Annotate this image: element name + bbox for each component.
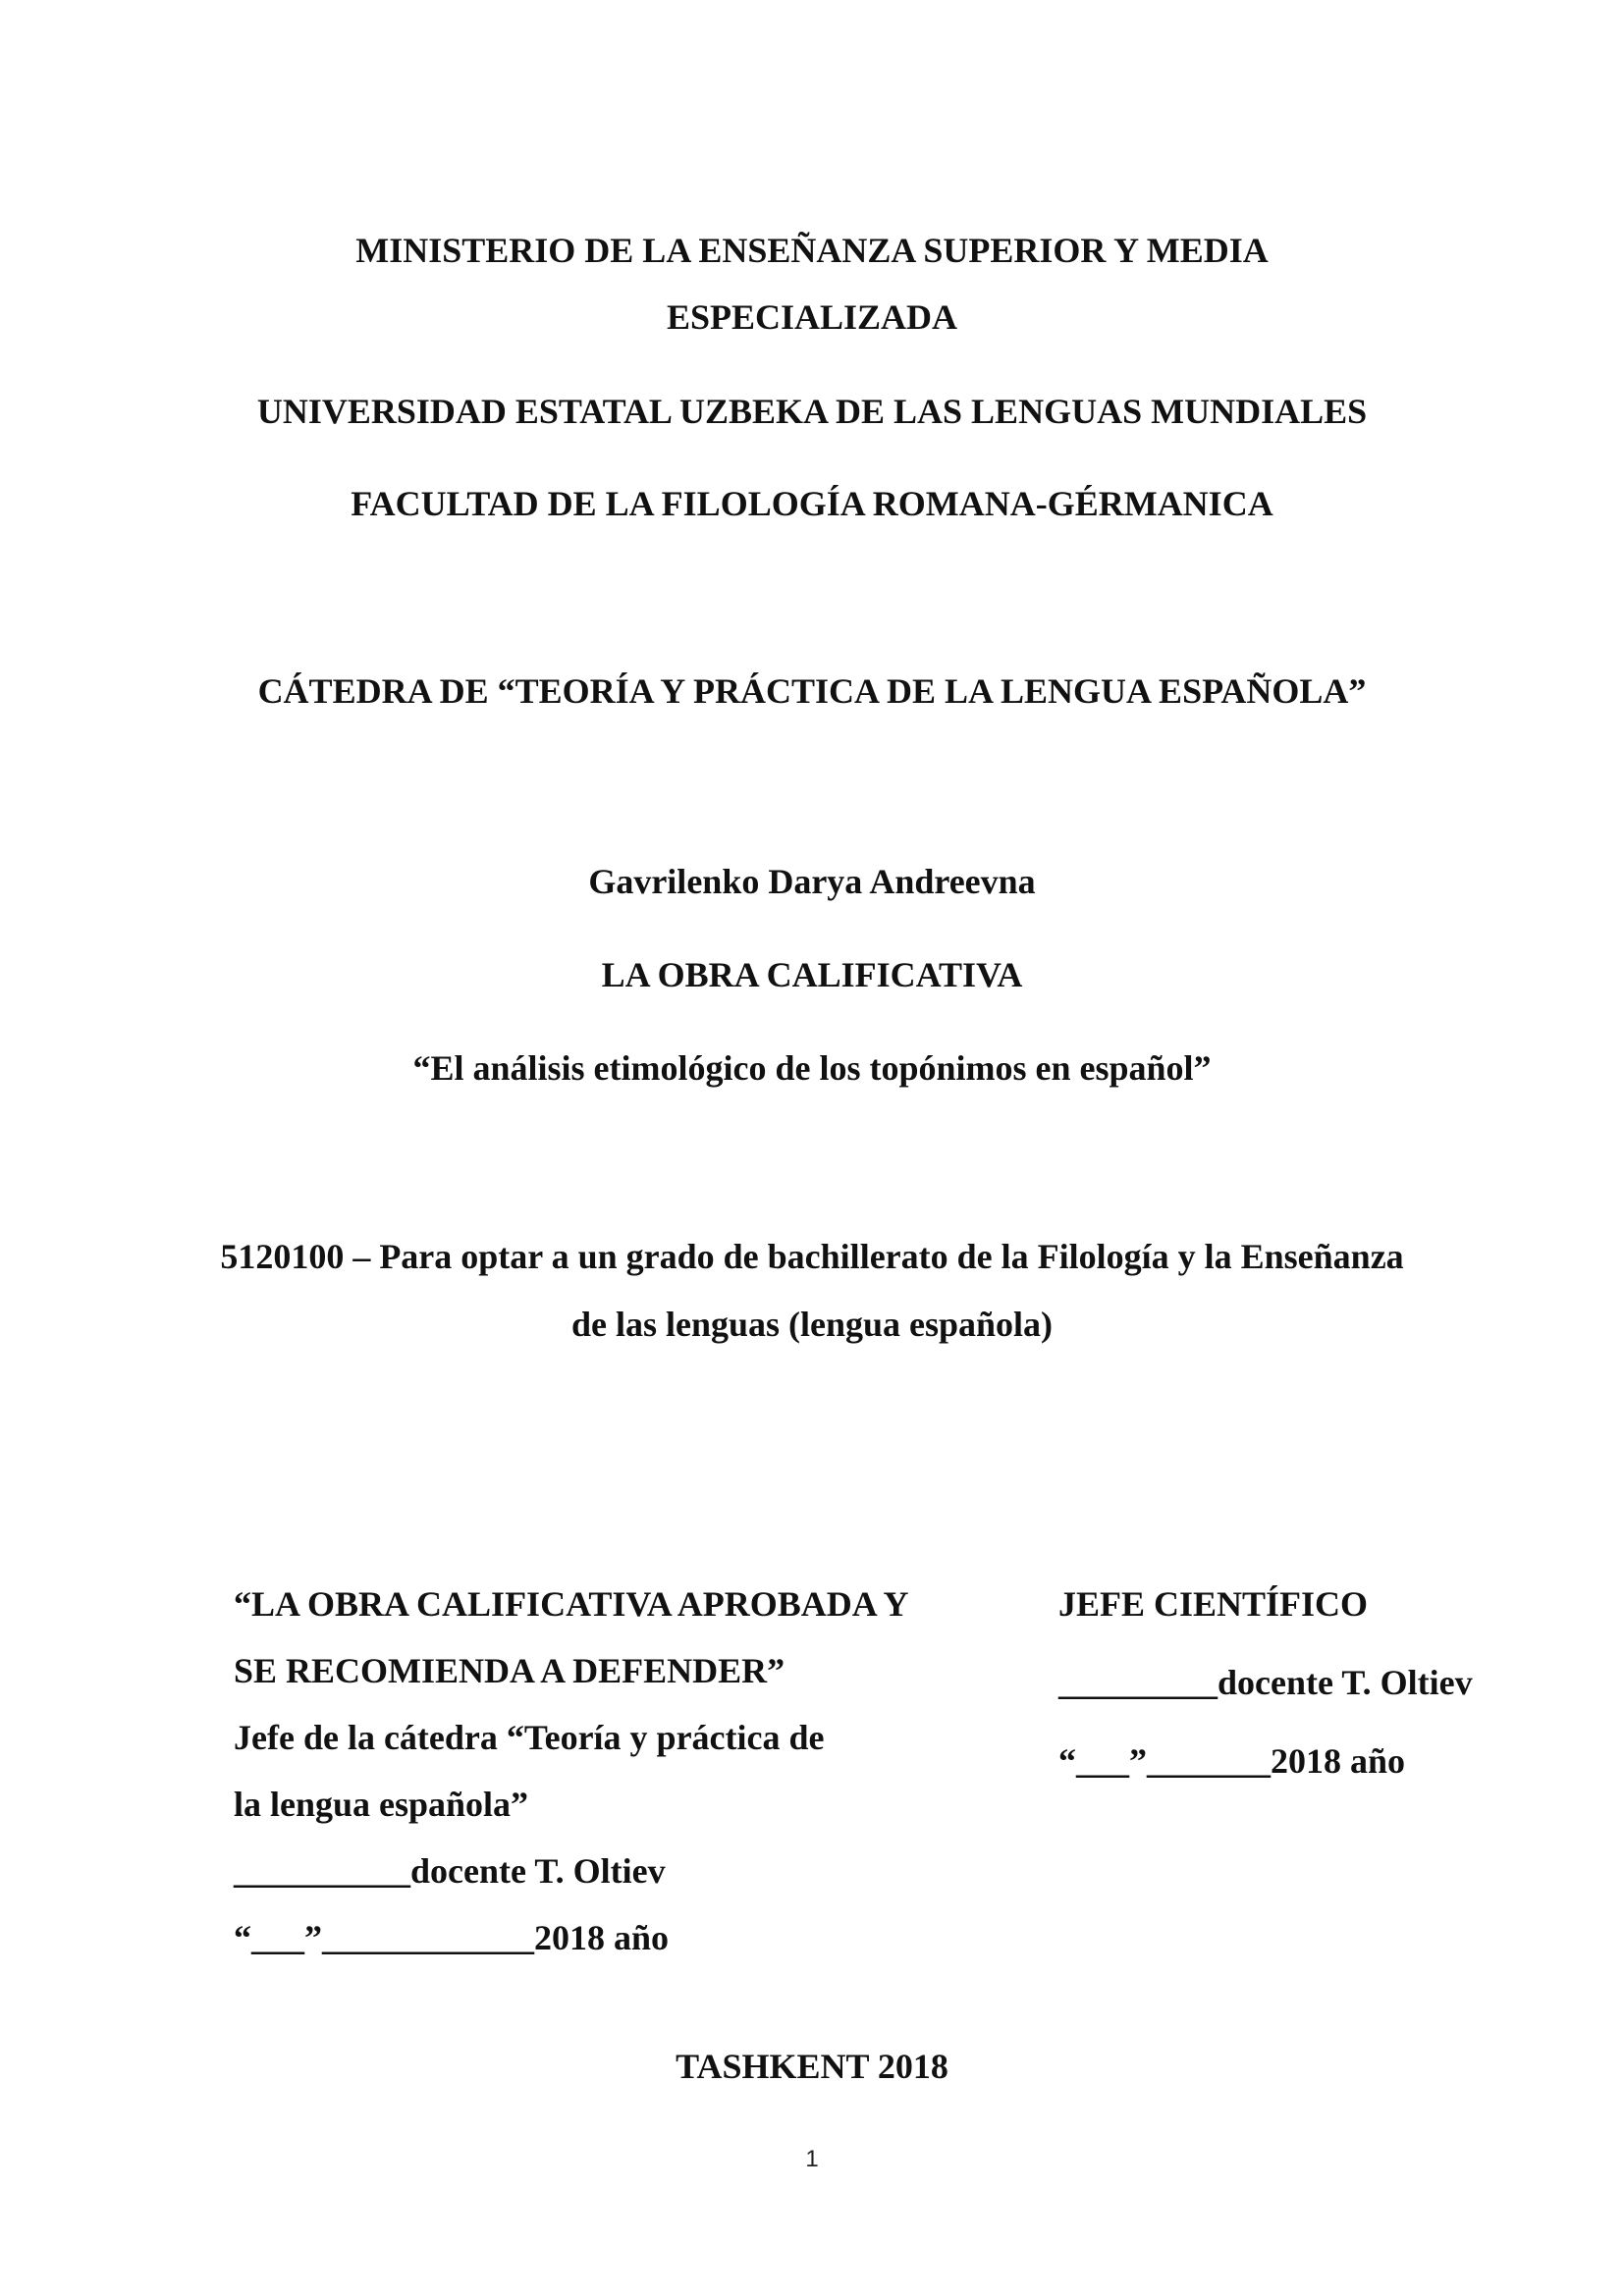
- page-number: 1: [805, 2146, 819, 2172]
- work-type: LA OBRA CALIFICATIVA: [601, 955, 1023, 994]
- approval-date-line: “___”____________2018 año: [234, 1918, 670, 1957]
- department-name: CÁTEDRA DE “TEORÍA Y PRÁCTICA DE LA LENGUA ESPAÑOLA”: [257, 671, 1367, 711]
- work-title: “El análisis etimológico de los topónimos en español”: [412, 1048, 1212, 1088]
- supervisor-block: [1058, 1582, 1473, 1818]
- specialty-line-2: de las lenguas (lengua española): [570, 1305, 1054, 1344]
- supervisor-signature-line: _________docente T. Oltiev: [1058, 1663, 1473, 1702]
- ministry-line-1: MINISTERIO DE LA ENSEÑANZA SUPERIOR Y MEDIA: [355, 231, 1269, 270]
- approval-line-2: SE RECOMIENDA A DEFENDER”: [234, 1651, 785, 1690]
- approval-line-1: “LA OBRA CALIFICATIVA APROBADA Y: [234, 1584, 909, 1624]
- ministry-line-2: ESPECIALIZADA: [666, 297, 958, 337]
- university-name: UNIVERSIDAD ESTATAL UZBEKA DE LAS LENGUAS MUNDIALES: [256, 392, 1368, 431]
- author-name: Gavrilenko Darya Andreevna: [588, 862, 1036, 901]
- approval-line-3: Jefe de la cátedra “Teoría y práctica de: [234, 1718, 825, 1757]
- approval-signature-line: __________docente T. Oltiev: [234, 1851, 666, 1891]
- approval-line-4: la lengua española”: [234, 1785, 529, 1824]
- city-year: TASHKENT 2018: [676, 2047, 948, 2086]
- faculty-name: FACULTAD DE LA FILOLOGÍA ROMANA-GÉRMANICA: [351, 484, 1273, 523]
- approval-block: [234, 1582, 908, 1983]
- supervisor-title: JEFE CIENTÍFICO: [1058, 1584, 1369, 1624]
- specialty-line-1: 5120100 – Para optar a un grado de bachillerato de la Filología y la Enseñanza: [220, 1237, 1404, 1276]
- supervisor-date-line: “___”_______2018 año: [1058, 1741, 1406, 1781]
